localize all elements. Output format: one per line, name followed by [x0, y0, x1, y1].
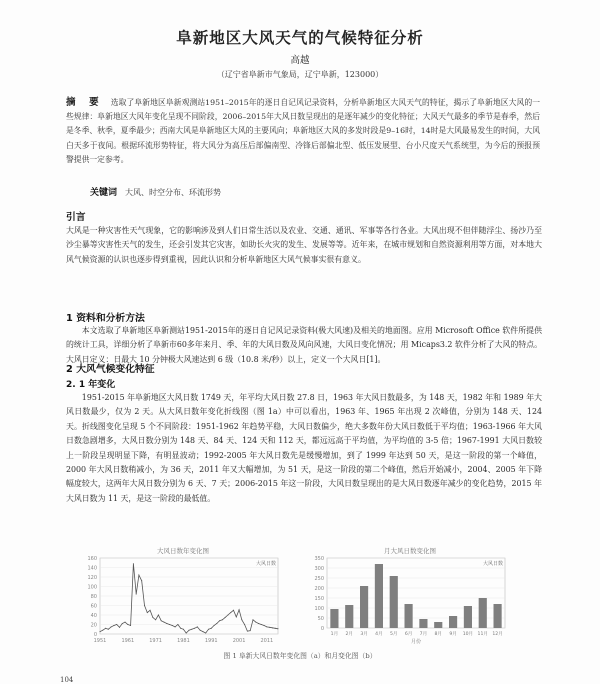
chart-a-point	[136, 594, 137, 595]
annual-wind-days-chart	[78, 544, 288, 648]
chart-b-xtick: 8月	[434, 632, 443, 637]
chart-a-point	[116, 624, 117, 625]
chart-b-bar	[434, 622, 442, 628]
chart-b-ytick: 50	[317, 616, 324, 622]
chart-a-point	[261, 624, 262, 625]
chart-a-point	[211, 628, 212, 629]
monthly-wind-days-chart	[305, 544, 515, 648]
chart-b-xtick: 11月	[477, 632, 488, 637]
paper-title: 阜新地区大风天气的气候特征分析	[176, 29, 424, 47]
chart-a-ytick: 0	[93, 632, 97, 638]
intro-text: 大风是一种灾害性天气现象，它的影响涉及到人们日常生活以及农业、交通、通讯、军事等各行各业。大风出现不但伴随浮尘、扬沙乃至沙尘暴等灾害性天气的发生，还会引发其它灾害，如助长火灾的发生、发展等等。近年来，在城市规划和自然资源利用等方面，对本地大风气候资源的认识也逐步得到重视，因此认识和分析阜新地区大风气候事实很有意义。	[66, 226, 542, 264]
chart-a-xtick: 1981	[177, 638, 190, 644]
chart-a-point	[147, 612, 148, 613]
chart-a-point	[205, 633, 206, 634]
chart-a-point	[233, 610, 234, 611]
chart-b-ytick: 350	[314, 556, 324, 562]
chart-b-title: 月大风日数变化图	[384, 547, 436, 555]
chart-b-ytick: 150	[314, 596, 324, 602]
chart-a-point	[155, 619, 156, 620]
section21-text: 1951-2015 年阜新地区大风日数 1749 天，年平均大风日数 27.8 日，1963 年大风日数最多，为 148 天，1982 年和 1989 年大风日数最少，仅为 2 天。从大风日数年变化折线图（图 1a）中可以看出，1963 年、1965 年出现 2 次峰值，分别为 148 天、124 天。折线图变化呈现 5 个不同阶段：1951-1962 年趋势平稳，大风日数偏少，绝大多数年份大风日数低于平均值；1963-1966 年大风日数急剧增多，大风日数分别为 148 天、84 天、124 天和 112 天，都远远高于平均值，为平均值的 3-5 倍；1967-1991 大风日数较上一阶段呈现明显下降，有明显波动；1992-2005 年大风日数先是缓慢增加，到了 1999 年达到 50 天，是这一阶段的第一个峰值，2000 年大风日数稍减小，为 36 天，2011 年又大幅增加，为 51 天，是这一阶段的第二个峰值，然后开始减小，2004、2005 年下降幅度较大，这两年大风日数分别为 6 天、7 天；2006-2015 年这一阶段，大风日数呈现出的是大风日数逐年减少的变化趋势，2015 年大风日数为 11 天，是这一阶段的最低值。	[66, 393, 542, 503]
chart-a-point	[225, 617, 226, 618]
chart-a-point	[108, 629, 109, 630]
chart-b-bar	[390, 576, 398, 628]
keywords-text: 大风、时空分布、环流形势	[125, 188, 222, 197]
paper-affiliation: （辽宁省阜新市气象局，辽宁阜新，123000）	[216, 70, 384, 79]
chart-a-point	[141, 580, 142, 581]
chart-a-point	[269, 627, 270, 628]
chart-a-point	[258, 623, 259, 624]
chart-a-point	[113, 625, 114, 626]
intro-heading: 引言	[66, 212, 86, 223]
chart-a-title: 大风日数年变化图	[157, 547, 209, 555]
chart-a-point	[169, 624, 170, 625]
paper-author: 高越	[290, 55, 310, 66]
chart-b-xtick: 2月	[345, 632, 354, 637]
chart-a-point	[177, 624, 178, 625]
chart-b-xtick: 9月	[449, 632, 457, 637]
chart-b-bar	[449, 616, 457, 628]
chart-a-point	[272, 627, 273, 628]
section1-heading: 1 资料和分析方法	[66, 313, 145, 324]
chart-b-bar	[330, 609, 338, 628]
chart-b-ytick: 250	[314, 576, 324, 582]
chart-b-xtick: 5月	[389, 632, 398, 637]
chart-a-point	[275, 628, 276, 629]
chart-b-legend: 大风日数	[482, 561, 503, 567]
chart-a-point	[194, 628, 195, 629]
chart-a-point	[222, 619, 223, 620]
chart-a-point	[219, 620, 220, 621]
chart-b-plot-frame	[327, 558, 505, 628]
chart-b-xtick: 4月	[375, 632, 383, 637]
chart-a-ytick: 160	[87, 556, 97, 562]
chart-a-point	[200, 630, 201, 631]
chart-a-point	[158, 615, 159, 616]
chart-a-point	[130, 625, 131, 626]
chart-a-ytick: 60	[90, 603, 97, 610]
chart-a-point	[119, 627, 120, 628]
chart-b-ytick: 0	[320, 626, 324, 632]
chart-a-point	[202, 631, 203, 632]
chart-a-point	[183, 629, 184, 630]
chart-a-point	[264, 625, 265, 626]
keywords	[90, 185, 550, 198]
section21-heading: 2. 1 年变化	[66, 380, 116, 390]
chart-a-legend: 大风日数	[255, 561, 276, 567]
chart-b-bar	[479, 598, 487, 628]
chart-a-point	[133, 563, 134, 564]
chart-a-ytick: 40	[90, 613, 97, 619]
chart-a-point	[241, 619, 242, 620]
chart-b-ytick: 300	[314, 566, 324, 572]
chart-b-ytick: 200	[314, 586, 324, 592]
chart-b-xtick: 12月	[492, 632, 503, 637]
chart-a-xtick: 1961	[121, 638, 135, 644]
chart-a-point	[197, 626, 198, 627]
chart-a-point	[216, 623, 217, 624]
chart-b-xtick: 1月	[330, 632, 339, 637]
page-number: 104	[60, 676, 74, 684]
chart-a-point	[252, 619, 253, 620]
chart-b-ytick: 100	[314, 606, 324, 612]
chart-a-point	[144, 605, 145, 606]
chart-a-point	[239, 609, 240, 610]
chart-a-point	[236, 616, 237, 617]
chart-b-xlabel: 月份	[410, 639, 422, 645]
chart-b-xtick: 3月	[360, 632, 368, 637]
chart-a-point	[189, 630, 190, 631]
chart-a-xtick: 1951	[93, 638, 107, 644]
chart-a-ytick: 100	[87, 584, 97, 591]
chart-a-point	[100, 631, 101, 632]
chart-a-point	[266, 626, 267, 627]
chart-a-point	[150, 610, 151, 611]
chart-b-bar	[405, 604, 413, 628]
chart-a-point	[214, 625, 215, 626]
chart-a-point	[278, 628, 279, 629]
chart-a-point	[172, 625, 173, 626]
chart-a-point	[244, 624, 245, 625]
chart-b-xtick: 10月	[462, 632, 474, 637]
chart-a-xtick: 1991	[204, 638, 218, 644]
chart-a-point	[180, 628, 181, 629]
chart-a-ytick: 20	[90, 622, 97, 629]
abstract-label: 摘 要	[66, 97, 101, 108]
chart-a-ytick: 80	[90, 594, 97, 600]
chart-b-bar	[419, 619, 427, 628]
chart-a-xtick: 2011	[260, 638, 274, 644]
abstract-text: 选取了阜新地区阜新观测站1951–2015年的逐日自记风记录资料，分析阜新地区大风天气的特征，揭示了阜新地区大风的一些规律：阜新地区大风年变化呈现不同阶段，2006–2015年大风日数呈现出的是逐年减少的变化特征；大风天气最多的季节是春季，然后是冬季、秋季，夏季最少；西南大风是阜新地区大风的主要风向；阜新地区大风的多发时段是9–16时，14时是大风最易发生的时间，大风白天多于夜间。根据环流形势特征，将大风分为高压后部偏南型、冷锋后部偏北型、低压发展型、台小尺度天气系统型，为今后的预报预警提供一定参考。	[66, 98, 540, 164]
chart-a-point	[208, 629, 209, 630]
chart-a-point	[102, 630, 103, 631]
chart-a-series-line	[100, 564, 278, 633]
chart-a-point	[105, 628, 106, 629]
abstract	[66, 96, 540, 167]
chart-a-point	[247, 631, 248, 632]
chart-b-bar	[360, 586, 368, 628]
chart-a-point	[163, 622, 164, 623]
chart-a-point	[127, 624, 128, 625]
chart-a-point	[227, 615, 228, 616]
chart-b-xtick: 6月	[404, 632, 413, 637]
chart-a-point	[230, 612, 231, 613]
chart-a-xtick: 2001	[232, 638, 246, 644]
chart-b-xtick: 7月	[419, 632, 428, 637]
chart-a-point	[250, 630, 251, 631]
chart-a-point	[122, 623, 123, 624]
chart-a-point	[125, 622, 126, 623]
chart-b-bar	[345, 605, 353, 628]
chart-b-bar	[494, 604, 502, 628]
chart-a-point	[166, 623, 167, 624]
chart-b-bar	[375, 564, 383, 628]
chart-b-bar	[464, 606, 472, 628]
chart-a-point	[175, 626, 176, 627]
chart-a-point	[186, 633, 187, 634]
section2-heading: 2 大风气候变化特征	[66, 364, 155, 375]
chart-a-ytick: 140	[87, 565, 97, 572]
chart-a-point	[152, 617, 153, 618]
chart-a-point	[161, 620, 162, 621]
chart-a-point	[138, 575, 139, 576]
chart-a-point	[255, 622, 256, 623]
chart-a-ytick: 120	[87, 575, 97, 581]
section1-text: 本文选取了阜新地区阜新测站1951-2015年的逐日自记风记录资料(极大风速)及相关的地面图。应用 Microsoft Office 软件所提供的统计工具，详细分析了阜新市60多年来月、季、年的大风日数及风向风速，大风日变化情况；用 Micaps3.2 软件分析了大风的特点。大风日定义：日最大 10 分钟极大风速达到 6 级（10.8 米/秒）以上，定义一个大风日[1]。	[66, 326, 542, 364]
chart-a-point	[191, 629, 192, 630]
chart-a-point	[111, 626, 112, 627]
figure-caption: 图 1 阜新大风日数年变化图（a）和月变化图（b）	[223, 652, 377, 660]
keywords-label: 关键词	[90, 188, 118, 198]
chart-a-xtick: 1971	[149, 638, 162, 644]
